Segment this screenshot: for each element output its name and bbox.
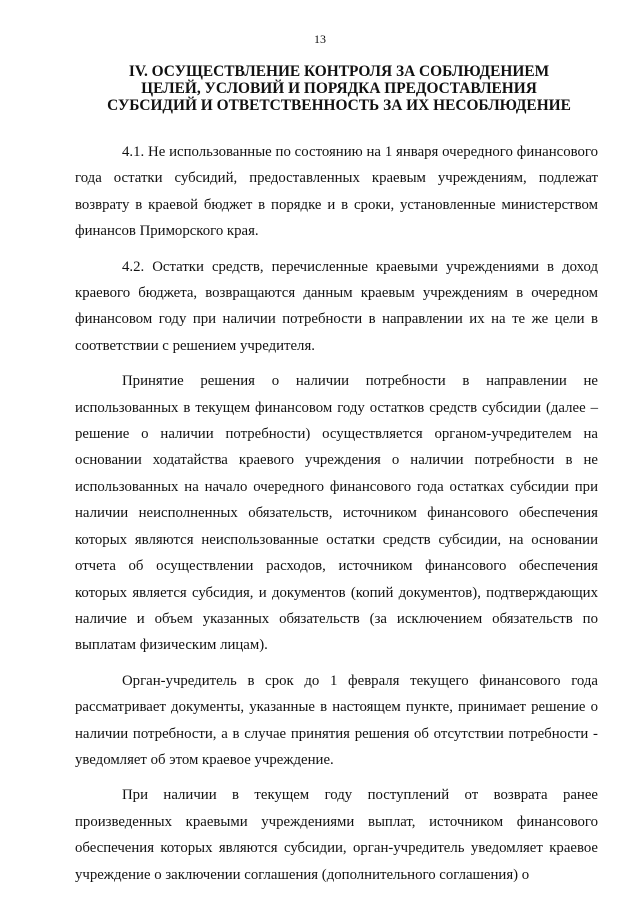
paragraph-4-2: 4.2. Остатки средств, перечисленные краевыми учреждениями в доход краевого бюджета, возвращаются данным краевым учреждениям в очередном финансовом году при наличии потребности в направлении их на те же цели в соответствии с решением учредителя. [75,258,598,354]
paragraph-4-1: 4.1. Не использованные по состоянию на 1 января очередного финансового года остатки субсидий, предоставленных краевым учреждениям, подлежат возврату в краевой бюджет в порядке и в сроки, установленные министерством финансов Приморского края. [75,144,598,240]
heading-line-2: ЦЕЛЕЙ, УСЛОВИЙ И ПОРЯДКА ПРЕДОСТАВЛЕНИЯ [141,80,537,97]
paragraph-review-deadline: Орган-учредитель в срок до 1 февраля текущего финансового года рассматривает документы, указанные в настоящем пункте, принимает решение о наличии потребности, а в случае принятия решения об отсутствии потребности - уведомляет об этом краевое учреждение. [75,672,598,768]
heading-line-1: IV. ОСУЩЕСТВЛЕНИЕ КОНТРОЛЯ ЗА СОБЛЮДЕНИЕМ [128,63,550,80]
body-text [75,139,598,888]
heading-line-3: СУБСИДИЙ И ОТВЕТСТВЕННОСТЬ ЗА ИХ НЕСОБЛЮДЕНИЕ [107,97,571,114]
paragraph-returns: При наличии в текущем году поступлений от возврата ранее произведенных краевыми учреждениями выплат, источником финансового обеспечения которых являются субсидии, орган-учредитель уведомляет краевое учреждение о заключении соглашения (дополнительного соглашения) о [75,787,598,883]
section-heading [75,63,603,114]
paragraph-decision: Принятие решения о наличии потребности в направлении не использованных в текущем финансовом году остатков средств субсидии (далее – решение о наличии потребности) осуществляется органом-учредителем на основании ходатайства краевого учреждения о наличии потребности в не использованных на начало очередного финансового года остатках субсидии при наличии неисполненных обязательств, источником финансового обеспечения которых являются неиспользованные остатки средств субсидии, на основании отчета об осуществлении расходов, источником финансового обеспечения которых является субсидия, и документов (копий документов), подтверждающих наличие и объем указанных обязательств (за исключением обязательств по выплатам физическим лицам). [75,373,598,654]
page-number: 13 [314,32,326,46]
